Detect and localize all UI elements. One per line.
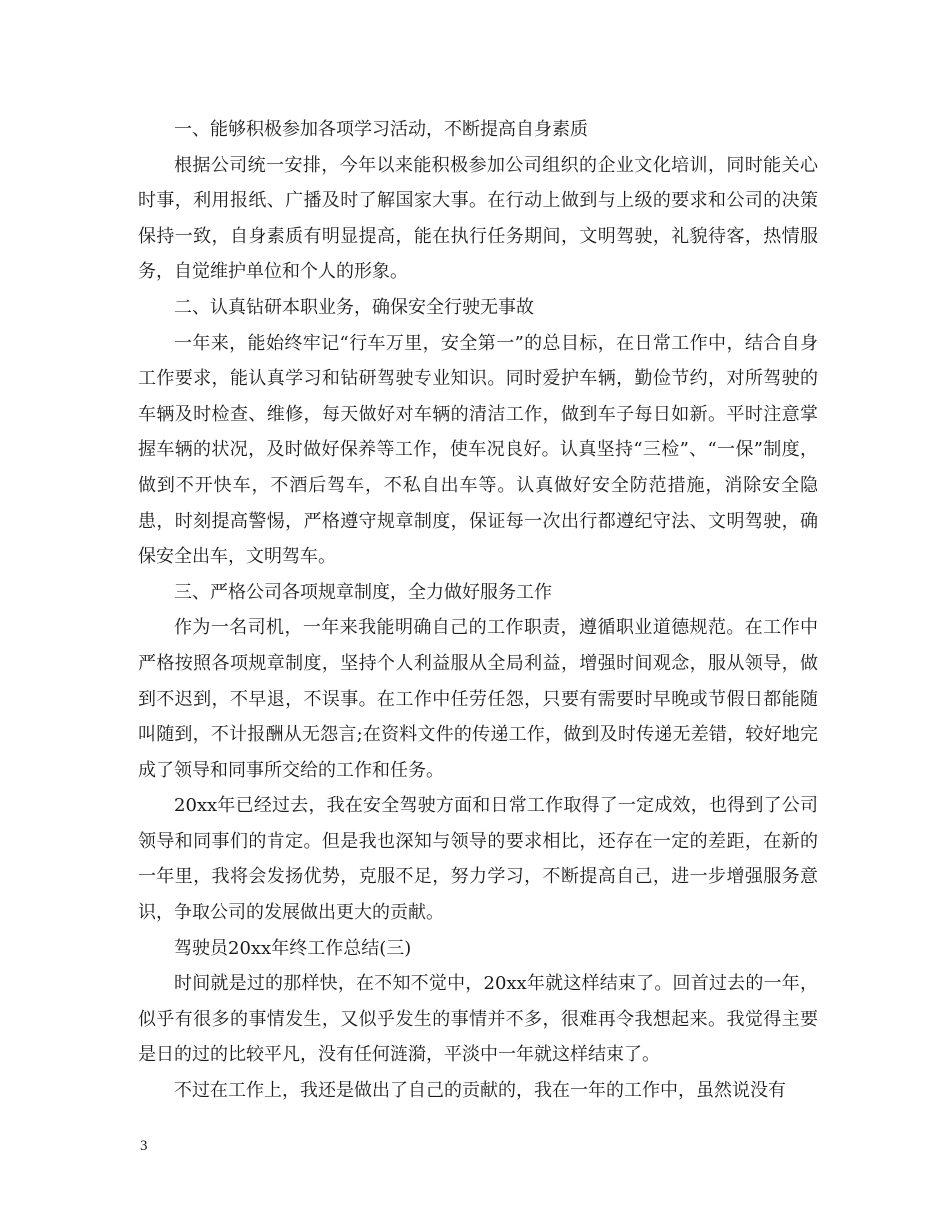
body-paragraph: 一年来，能始终牢记“行车万里，安全第一”的总目标，在日常工作中，结合自身工作要求，能认真学习和钻研驾驶专业知识。同时爱护车辆，勤俭节约，对所驾驶的车辆及时检查、维修，每天做好对车辆的清洁工作，做到车子每日如新。平时注意掌握车辆的状况，及时做好保养等工作，使车况良好。认真坚持“三检”、“一保”制度，做到不开快车，不酒后驾车，不私自出车等。认真做好安全防范措施，消除安全隐患，时刻提高警惕，严格遵守规章制度，保证每一次出行都遵纪守法、文明驾驶，确保安全出车，文明驾车。	[138, 332, 818, 568]
body-paragraph: 作为一名司机，一年来我能明确自己的工作职责，遵循职业道德规范。在工作中严格按照各项规章制度，坚持个人利益服从全局利益，增强时间观念，服从领导，做到不迟到，不早退，不误事。在工作中任劳任怨，只要有需要时早晚或节假日都能随叫随到，不计报酬从无怨言;在资料文件的传递工作，做到及时传递无差错，较好地完成了领导和同事所交给的工作和任务。	[138, 617, 818, 781]
section-heading-1: 一、能够积极参加各项学习活动，不断提高自身素质	[174, 119, 588, 140]
body-paragraph: 不过在工作上，我还是做出了自己的贡献的，我在一年的工作中，虽然说没有	[174, 1080, 786, 1102]
body-paragraph: 20xx年已经过去，我在安全驾驶方面和日常工作取得了一定成效，也得到了公司领导和同事们的肯定。但是我也深知与领导的要求相比，还存在一定的差距，在新的一年里，我将会发扬优势，克服不足，努力学习，不断提高自己，进一步增强服务意识，争取公司的发展做出更大的贡献。	[138, 795, 818, 924]
document-body	[138, 112, 818, 1109]
section-heading-2: 二、认真钻研本职业务，确保安全行驶无事故	[174, 296, 534, 318]
section-heading-3: 三、严格公司各项规章制度，全力做好服务工作	[174, 581, 552, 603]
page-number: 3	[140, 1138, 148, 1154]
body-paragraph: 时间就是过的那样快，在不知不觉中，20xx年就这样结束了。回首过去的一年，似乎有很多的事情发生，又似乎发生的事情并不多，很难再令我想起来。我觉得主要是日的过的比较平凡，没有任何涟漪，平淡中一年就这样结束了。	[138, 973, 818, 1066]
document-subtitle: 驾驶员20xx年终工作总结(三)	[174, 937, 412, 959]
body-paragraph: 根据公司统一安排，今年以来能积极参加公司组织的企业文化培训，同时能关心时事，利用报纸、广播及时了解国家大事。在行动上做到与上级的要求和公司的决策保持一致，自身素质有明显提高，能在执行任务期间，文明驾驶，礼貌待客，热情服务，自觉维护单位和个人的形象。	[138, 154, 818, 283]
